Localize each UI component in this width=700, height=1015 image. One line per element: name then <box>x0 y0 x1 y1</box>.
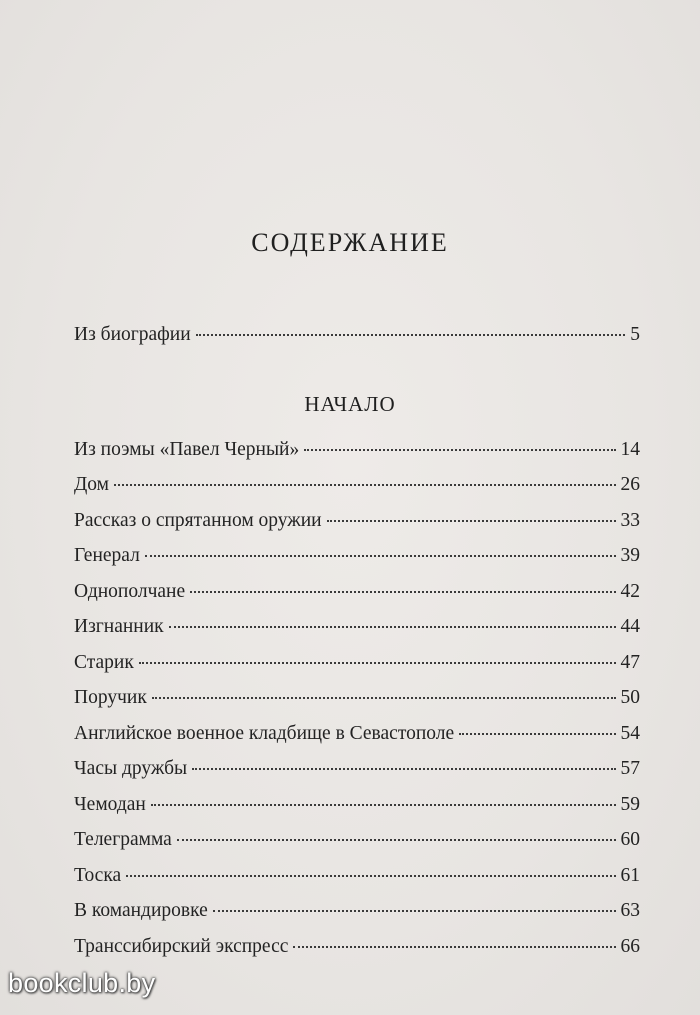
toc-entry-page: 39 <box>620 545 640 566</box>
toc-entry-page: 14 <box>620 439 640 460</box>
toc-entry-page: 33 <box>620 510 640 531</box>
toc-entry <box>74 721 640 747</box>
dot-leader <box>192 768 615 770</box>
toc-entry <box>74 614 640 640</box>
toc-entry <box>74 508 640 534</box>
toc-entry <box>74 437 640 463</box>
dot-leader <box>152 697 616 699</box>
toc-entry <box>74 898 640 924</box>
dot-leader <box>190 591 615 593</box>
dot-leader <box>177 839 616 841</box>
toc-entry-title: Тоска <box>74 865 122 886</box>
toc-entry-page: 61 <box>620 865 640 886</box>
toc-entry <box>74 685 640 711</box>
dot-leader <box>126 875 615 877</box>
toc-entry-page: 44 <box>620 616 640 637</box>
watermark-logo: bookclub.by <box>8 968 156 998</box>
dot-leader <box>304 449 615 451</box>
section-title: НАЧАЛО <box>304 392 396 416</box>
toc-entry <box>74 472 640 498</box>
toc-entry-page: 63 <box>620 900 640 921</box>
toc-entry-title: Транссибирский экспресс <box>74 936 289 957</box>
toc-entry <box>74 543 640 569</box>
toc-entry <box>74 579 640 605</box>
toc-entry <box>74 650 640 676</box>
toc-entry-title: Рассказ о спрятанном оружии <box>74 510 322 531</box>
toc-entry <box>74 827 640 853</box>
dot-leader <box>293 946 615 948</box>
toc-entry <box>74 934 640 960</box>
toc-entry-title: Дом <box>74 474 110 495</box>
toc-entry-page: 47 <box>620 652 640 673</box>
toc-entry-title: Чемодан <box>74 794 146 815</box>
toc-entry-title: Телеграмма <box>74 829 172 850</box>
toc-entry-page: 60 <box>620 829 640 850</box>
toc-entry-title: Генерал <box>74 545 140 566</box>
dot-leader <box>169 626 616 628</box>
toc-entry-title: Часы дружбы <box>74 758 188 779</box>
toc-entry <box>74 756 640 782</box>
toc-entry-page: 42 <box>620 581 640 602</box>
toc-entry-page: 5 <box>630 324 640 345</box>
toc-entry-title: Из поэмы «Павел Черный» <box>74 439 300 460</box>
toc-entry-title: Однополчане <box>74 581 186 602</box>
toc-entry-page: 26 <box>620 474 640 495</box>
toc-entry-title: Изгнанник <box>74 616 164 637</box>
toc-entry-page: 50 <box>620 687 640 708</box>
dot-leader <box>151 804 616 806</box>
dot-leader <box>213 910 616 912</box>
toc-entry <box>74 792 640 818</box>
toc-entry-page: 54 <box>620 723 640 744</box>
toc-entry-title: В командировке <box>74 900 208 921</box>
toc-entry-title: Из биографии <box>74 324 191 345</box>
toc-entry-page: 57 <box>620 758 640 779</box>
toc-entry-title: Английское военное кладбище в Севастополе <box>74 723 455 744</box>
toc-entry-page: 59 <box>620 794 640 815</box>
dot-leader <box>114 484 615 486</box>
dot-leader <box>196 334 626 336</box>
dot-leader <box>459 733 615 735</box>
toc-entry-page: 66 <box>620 936 640 957</box>
toc-entry-intro <box>74 322 640 348</box>
toc-entry-title: Поручик <box>74 687 147 708</box>
toc-entry-title: Старик <box>74 652 134 673</box>
dot-leader <box>327 520 616 522</box>
dot-leader <box>145 555 616 557</box>
toc-entry <box>74 863 640 889</box>
toc-title: СОДЕРЖАНИЕ <box>251 228 449 257</box>
dot-leader <box>139 662 616 664</box>
